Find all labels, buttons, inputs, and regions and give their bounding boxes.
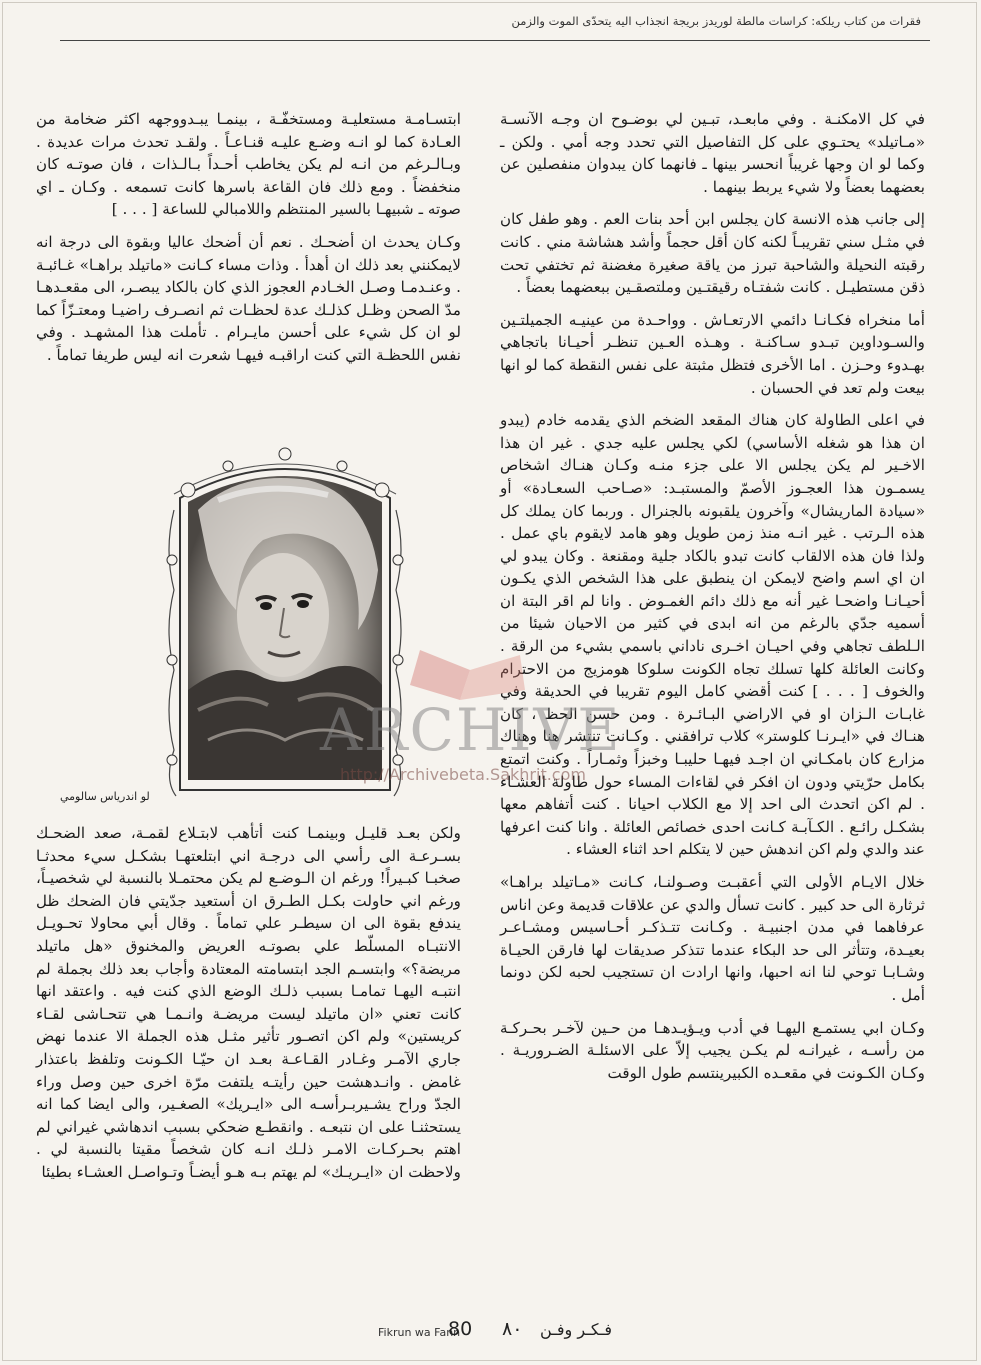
paragraph: ولكن بعـد قليـل وبينمـا كنت أتأهب لابتـلاع لقمـة، صعد الضحـك بسـرعـة الى رأسي الى درجـة اني ابتلعتهـا بشكـل سيء محدثـا صخبـا كبـيراً! ورغم ان الـوضـع لم يكن محتمـلا بالنسبة لي شخصيـاً، ورغم اني حاولت بكـل الطـرق ان أستعيد جدّيتي فان الضحك ظل يندفع بقوة الى ان سيطـر علي تماماً . وقال أبي محاولا تحـويـل الانتبـاه المسلّط علي بصوتـه العريض والمخنوق «هل ماتيلد مريضة؟» وابتسـم الجد ابتسامته المعتادة وأجاب بعد ذلك بجملة لم انتبـه اليهـا تمامـا بسبب ذلـك الوضع الذي كنت فيه . واعتقد انها كانت تعني «ان ماتيلد ليست مريضـة وانـمـا هي تتحـاشى لقـاء كريستين» ولم اكن اتصـور تأثير مثـل هذه الجملة الا عندما نهض جاري الآمـر وغـادر القـاعـة بعـد ان حيّـا الكـونت وتلفظ باعتذار غامض . وانـدهشت حين رأيتـه يلتفت مرّة اخرى حين وصل وراء الجدّ وراح يشـيربـرأسـه الى «ايـريك» الصغـير، والى ايضا كما انه يستحثنـا على ان نتبعـه . وانقطـع ضحكي بسبب اندهاشي غيراني لم اهتم بحـركـات الامـر ذلـك انـه كان شخصاً مقيتا بالنسبة لي . ولاحظت ان «ايـريـك» لم يهتم بـه هـو أيضـاً وتـواصـل العشـاء بطيئا (36, 824, 461, 1181)
page-footer (0, 1316, 981, 1346)
watermark-url: http://Archivebeta.Sakhrit.com (340, 765, 586, 784)
page-number-ar: ٨٠ (502, 1318, 523, 1340)
page-number-en: 80 (448, 1318, 473, 1340)
right-column (500, 108, 925, 1094)
left-column-top (36, 108, 461, 377)
portrait-image (158, 440, 412, 804)
paragraph: وكـان ابي يستمـع اليهـا في أدب ويـؤيـدهـا من حـين لآخـر بحـركـة من رأسـه ، غيرانـه لم يكـن يجيب إلاّ على الاسئلـة الضـروريـة . وكـان الكـونت في مقعـده الكبيرينتسم طول الوقت (500, 1018, 925, 1082)
paragraph: خلال الايـام الأولى التي أعقبـت وصـولنـا، كـانت «مـاتيلد براهـا» ثرثارة الى حد كبير . كانت تسأل والدي عن علاقات قديمة وعن اناس عرفاهما في مدن اجنبيـة . وكـانت تتـذكـر أحـاسيس ومشـاعـر بعيـدة، وتتأثر الى حد البكاء عندما تتذكر صديقات لها فارقن الحيـاة وشـابـا توحي لنا انه احبها، وانها ارادت ان تستجيب لحبه لكن دونما أمل . (500, 873, 925, 1004)
paragraph: وكـان يحدث ان أضحـك . نعم أن أضحك عاليا وبقوة الى درجة انه لايمكنني بعد ذلك ان أهدأ . وذات مساء كـانت «ماتيلد براهـا» غـائبـة . وعنـدمـا وصـل الخـادم العجوز الذي كان بالكاد يبصـر، الى مقعـدهـا مدّ الصحن وظـل كذلـك عدة لحظـات ثم انصـرف راضيـا ومعتـزّاً كما لو ان كل شيء على أحسن مايـرام . تأملت هذا المشهـد . وفي نفس اللحظـة التي كنت اراقبـه فيهـا شعرت انه ليس طريفا تماماً . (36, 232, 461, 364)
watermark-brand: ARCHIVE (320, 696, 622, 764)
magazine-name-en: Fikrun wa Fann (378, 1326, 461, 1339)
portrait-figure (158, 440, 412, 804)
paragraph: أما منخراه فكـانـا دائمي الارتعـاش . وواحـدة من عينيـه الجميلتـين والسـوداوين تبـدو سـاكنـة . وهـذه العـين تنظـر أحيـانا باتجاهي بهـدوء وحـزن . اما الأخرى فتظل مثبتة على نفس النقطة كما لو انها بيعت ولم تعد في الحسبان . (500, 310, 925, 397)
left-column-bottom (36, 822, 461, 1194)
paragraph: في اعلى الطاولة كان هناك المقعد الضخم الذي يقدمه خادم (يبدو ان هذا هو شغله الأساسي) لكي يجلس عليه جدي . غير ان هذا الاخـير لم يكن يجلس الا على جزء منـه وكـان هنـاك اشخاص يسمـون هذا العجـوز الأصمّ والمستبـد: «صـاحب السعـادة» أو «سيادة الماريشال» وآخرون يلقبونه بالجنرال . وربما كان يملك كل هذه الـرتب . غير انـه منذ زمن طويل وهو هامد لايقوم باي عمل . ولذا فان هذه الالقاب كانت تبدو بالكاد جلية ومقنعة . وكان يبدو لي ان اي اسم واضح لايمكن ان ينطبق على هذا الشخص الذي يكـون أحيـانـا واضحـا غير أنه مع ذلك دائم الغمـوض . وانا لم اقر البتة ان أسميه جدّي بالرغم من انه ابدى في كثير من الاحيان شيئا من الـلطف تجاهي وفي احيـان اخـرى ناداني باسمي بشيء من الرقة . وكانت العائلة كلها تسلك تجاه الكونت سلوكا هومزيج من الاحترام والخوف [ . . . ] كنت أقضي كامل اليوم تقريبا في الحديقة وفي غابـات الـزان او في الاراضي البـائـرة . ومن حسن الحظ ، كان هنـاك في «ايـرنـا كلوستر» كلاب ترافقني . وكـانت تنتشر هنا وهناك مزارع كان بامكـاني ان اجـد فيهـا حليبـا وخبزاً وثمـاراً . وكنت اتمتع بكامل حرّيتي ودون ان افكر في لقاءات المساء حول طاولة العشـاء . لم اكن اتحدث الى احد إلا مع الكلاب احيانا . كنت أتفاهم معها بشكـل رائـع . الكـآبـة كـانت احدى خصائص العائلة . وانا كنت اعرفها عند والدي ولم اكن اندهش حين لا يتكلم احد اثناء العشاء . (500, 411, 925, 859)
magazine-name-ar: فـكـر وفـن (540, 1320, 613, 1339)
paragraph: إلى جانب هذه الانسة كان يجلس ابن أحد بنات العم . وهو طفل كان في مثـل سني تقريبـاً لكنه كان أقل حجماً وأشد هشاشة مني . كانت رقبته النحيلة والشاحبة تبرز من ياقة صغيرة مغضنة ثم تختفي تحت ذقن مستطيـل . كانت شفتـاه رقيقتـين وملتصقـين ببعضهما بعضاً . (500, 210, 925, 297)
portrait-caption: لو اندرياس سالومي (60, 790, 150, 803)
paragraph: ابتسـامـة مستعليـة ومستخفّـة ، بينمـا يبـدووجهه اكثر ضخامة من العـادة كما لو انـه وضـع عليـه قنـاعـاً . ولقـد تحدث مرات عديدة . وبـالـرغم من انـه لم يكن يخاطب أحـداً بـالـذات ، فان صوتـه كان منخفضاً . ومع ذلك فان القاعة باسرها كانت تسمعه . وكـان ـ اي صوته ـ شبيهـا بالسير المنتظم واللامبالي للساعة [ . . . ] (36, 110, 461, 219)
header-rule (60, 40, 930, 41)
running-head: فقرات من كتاب ريلكه: كراسات مالطة لوريدز بريجة انجذاب اليه يتحدّى الموت والزمن (511, 14, 921, 28)
paragraph: في كل الامكنـة . وفي مابعـد، تبـين لي بوضـوح ان وجـه الآنسـة «مـاتيلد» يحتـوي على كل التفاصيل التي تحدد وجه أمي . ولكن ـ وكما لو ان وجها غريباً انحسر بينها ـ فانهما كان يبدوان منفصلين عن بعضهما بعضاً ولا شيء يربط بينهما . (500, 110, 925, 196)
